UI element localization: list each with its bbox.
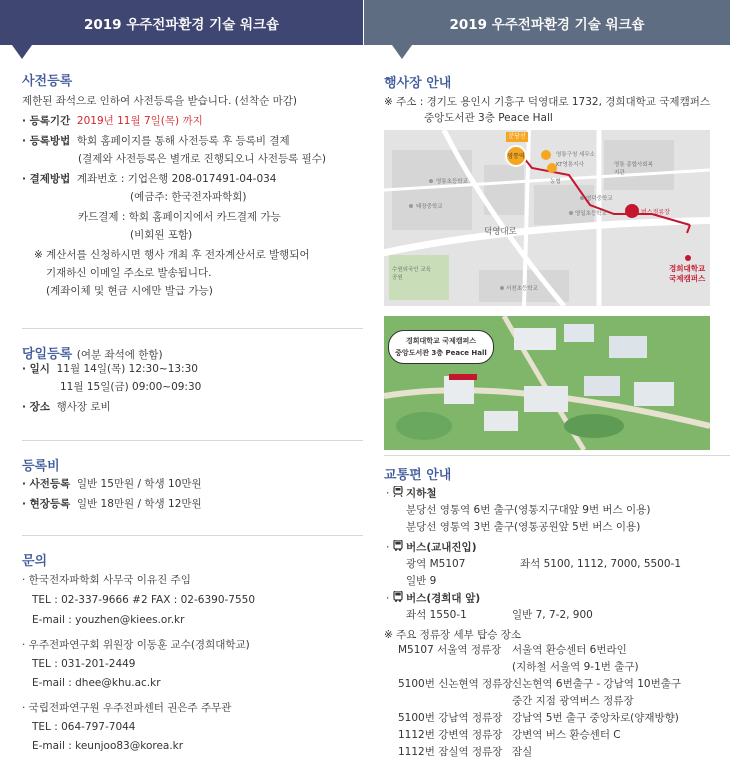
fee-pre-row bbox=[22, 477, 202, 491]
fee-onsite-row bbox=[22, 497, 202, 511]
subway-line-1: 분당선 영통역 6번 출구(영통지구대앞 9번 버스 이용) bbox=[406, 504, 651, 516]
bus-out-label: 버스(경희대 앞) bbox=[406, 592, 481, 605]
contact-title: 문의 bbox=[22, 554, 48, 569]
stop-location: 강남역 5번 출구 중앙차로(양재방향) bbox=[512, 712, 679, 724]
stop-name: M5107 서울역 정류장 bbox=[398, 644, 502, 656]
method-note: (결제와 사전등록은 별개로 진행되오니 사전등록 필수) bbox=[78, 153, 327, 165]
destination-name-1: 경희대학교 bbox=[669, 264, 706, 273]
campus-callout bbox=[388, 330, 494, 364]
fee-onsite-label: · 현장등록 bbox=[22, 498, 71, 510]
subway-label: 지하철 bbox=[406, 487, 437, 500]
campus-illustration bbox=[384, 316, 710, 450]
period-value: 2019년 11월 7일(목) 까지 bbox=[76, 115, 203, 127]
onsite-date-row bbox=[22, 362, 198, 376]
stop-name: 5100번 강남역 정류장 bbox=[398, 712, 503, 724]
period-row bbox=[22, 114, 203, 128]
landmark-label: 서천초등학교 bbox=[506, 286, 538, 292]
right-banner: 2019 우주전파환경 기술 워크숍 bbox=[364, 0, 730, 45]
onsite-date-1: 11월 14일(목) 12:30~13:30 bbox=[56, 363, 198, 375]
subway-row: · 지하철 bbox=[386, 487, 437, 500]
destination-label bbox=[669, 264, 705, 284]
landmark-label: 수원외국인 교육공원 bbox=[392, 267, 431, 281]
landmark-label: 영통구청 세무소 bbox=[556, 152, 595, 158]
stop-name: 1112번 잠실역 정류장 bbox=[398, 746, 503, 758]
stop-name: 5100번 신논현역 정류장 bbox=[398, 678, 513, 690]
transport-title: 교통편 안내 bbox=[384, 468, 452, 483]
road-label: 덕영대로 bbox=[484, 227, 517, 237]
onsite-date-label: · 일시 bbox=[22, 363, 50, 375]
divider bbox=[384, 455, 730, 456]
stops-title: ※ 주요 정류장 세부 탑승 장소 bbox=[384, 629, 522, 641]
fee-pre-value: 일반 15만원 / 학생 10만원 bbox=[76, 478, 202, 490]
onsite-place-label: · 장소 bbox=[22, 401, 50, 413]
stop-location: 서울역 환승센터 6번라인 bbox=[512, 644, 627, 656]
station-line-label: 분당선 bbox=[506, 132, 528, 142]
map-graphic bbox=[384, 130, 710, 306]
subway-line-2: 분당선 영통역 3번 출구(영통공원앞 5번 버스 이용) bbox=[406, 521, 641, 533]
stop-location: (지하철 서울역 9-1번 출구) bbox=[512, 661, 639, 673]
divider bbox=[22, 535, 363, 536]
bus-in-general: 일반 9 bbox=[406, 575, 437, 587]
bus-icon bbox=[393, 540, 403, 555]
bus-in-metro: 광역 M5107 bbox=[406, 558, 466, 570]
campus-callout-line-1: 경희대학교 국제캠퍼스 bbox=[405, 337, 477, 345]
divider bbox=[22, 328, 363, 329]
landmark-label: 농협 bbox=[550, 179, 561, 185]
landmark-label: 영일초등학교 bbox=[575, 211, 607, 217]
method-row bbox=[22, 134, 290, 148]
pay-holder: (예금주: 한국전자파학회) bbox=[130, 191, 247, 203]
venue-title: 행사장 안내 bbox=[384, 76, 452, 91]
bus-in-label: 버스(교내진입) bbox=[406, 541, 477, 554]
invoice-note-3: (계좌이체 및 현금 시에만 발급 가능) bbox=[46, 285, 213, 297]
method-value: 학회 홈페이지를 통해 사전등록 후 등록비 결제 bbox=[76, 135, 290, 147]
bus-stop-label: 버스정류장 bbox=[641, 209, 670, 216]
contact-3-tel: TEL : 064-797-7044 bbox=[32, 721, 136, 733]
left-banner-notch bbox=[12, 45, 32, 59]
bus-in-row: · 버스(교내진입) bbox=[386, 541, 477, 554]
fee-onsite-value: 일반 18만원 / 학생 12만원 bbox=[76, 498, 202, 510]
venue-address-2: 중앙도서관 3층 Peace Hall bbox=[424, 112, 553, 124]
onsite-title bbox=[22, 343, 163, 362]
subway-icon bbox=[393, 486, 403, 501]
landmark-label: 영덕중학교 bbox=[586, 196, 613, 202]
stop-location: 신논현역 6번출구 - 강남역 10번출구 bbox=[512, 678, 682, 690]
landmark-label: 영통초등학교 bbox=[436, 179, 468, 185]
venue-address-1: ※ 주소 : 경기도 용인시 기흥구 덕영대로 1732, 경희대학교 국제캠퍼스 bbox=[384, 96, 711, 108]
period-label: · 등록기간 bbox=[22, 115, 71, 127]
stop-location: 중간 지점 광역버스 정류장 bbox=[512, 695, 634, 707]
right-banner-notch bbox=[392, 45, 412, 59]
pay-row bbox=[22, 172, 277, 186]
fee-pre-label: · 사전등록 bbox=[22, 478, 71, 490]
left-banner: 2019 우주전파환경 기술 워크숍 bbox=[0, 0, 363, 45]
location-map bbox=[384, 130, 710, 306]
divider bbox=[22, 440, 363, 441]
left-column bbox=[0, 0, 363, 770]
contact-1-tel: TEL : 02-337-9666 #2 FAX : 02-6390-7550 bbox=[32, 594, 256, 606]
stop-location: 강변역 버스 환승센터 C bbox=[512, 729, 621, 741]
fee-title: 등록비 bbox=[22, 459, 60, 474]
destination-name-2: 국제캠퍼스 bbox=[669, 274, 706, 283]
landmark-label: 태장중학교 bbox=[416, 204, 443, 210]
contact-2-tel: TEL : 031-201-2449 bbox=[32, 658, 136, 670]
bus-in-seat: 좌석 5100, 1112, 7000, 5500-1 bbox=[520, 558, 682, 570]
pre-registration-title: 사전등록 bbox=[22, 74, 73, 89]
pay-label: · 결제방법 bbox=[22, 173, 71, 185]
invoice-note-2: 기재하신 이메일 주소로 발송됩니다. bbox=[46, 267, 212, 279]
bus-icon bbox=[393, 591, 403, 606]
bus-out-row: · 버스(경희대 앞) bbox=[386, 592, 481, 605]
pay-card: 카드결제 : 학회 홈페이지에서 카드결제 가능 bbox=[78, 211, 281, 223]
onsite-title-text: 당일등록 bbox=[22, 347, 73, 362]
onsite-date-2: 11월 15일(금) 09:00~09:30 bbox=[60, 381, 202, 393]
campus-callout-line-2: 중앙도서관 3층 Peace Hall bbox=[395, 349, 487, 357]
contact-1-mail: E-mail : youzhen@kiees.or.kr bbox=[32, 614, 185, 626]
stop-location: 잠실 bbox=[512, 746, 533, 758]
onsite-subtitle: (여분 좌석에 한함) bbox=[76, 349, 163, 361]
bus-out-seat: 좌석 1550-1 bbox=[406, 609, 467, 621]
contact-2-mail: E-mail : dhee@khu.ac.kr bbox=[32, 677, 161, 689]
invoice-note-1: ※ 계산서를 신청하시면 행사 개최 후 전자계산서로 발행되어 bbox=[34, 249, 310, 261]
onsite-place-value: 행사장 로비 bbox=[56, 401, 111, 413]
station-label: 영통역 bbox=[507, 153, 525, 160]
contact-1-name: · 한국전자파학회 사무국 이유진 주임 bbox=[22, 574, 191, 586]
contact-3-name: · 국립전파연구원 우주전파센터 권은주 주무관 bbox=[22, 702, 232, 714]
bus-out-general: 일반 7, 7-2, 900 bbox=[512, 609, 593, 621]
landmark-label: 영통 종합사회복지관 bbox=[614, 162, 653, 176]
pre-intro: 제한된 좌석으로 인하여 사전등록을 받습니다. (선착순 마감) bbox=[22, 95, 297, 107]
contact-2-name: · 우주전파연구회 위원장 이동훈 교수(경희대학교) bbox=[22, 639, 250, 651]
pay-account: 계좌번호 : 기업은행 208-017491-04-034 bbox=[76, 173, 277, 185]
right-column bbox=[364, 0, 730, 770]
pay-card-note: (비회원 포함) bbox=[130, 229, 193, 241]
stop-name: 1112번 강변역 정류장 bbox=[398, 729, 503, 741]
landmark-label: KT영통지사 bbox=[556, 162, 584, 168]
contact-3-mail: E-mail : keunjoo83@korea.kr bbox=[32, 740, 184, 752]
method-label: · 등록방법 bbox=[22, 135, 71, 147]
onsite-place-row bbox=[22, 400, 111, 414]
